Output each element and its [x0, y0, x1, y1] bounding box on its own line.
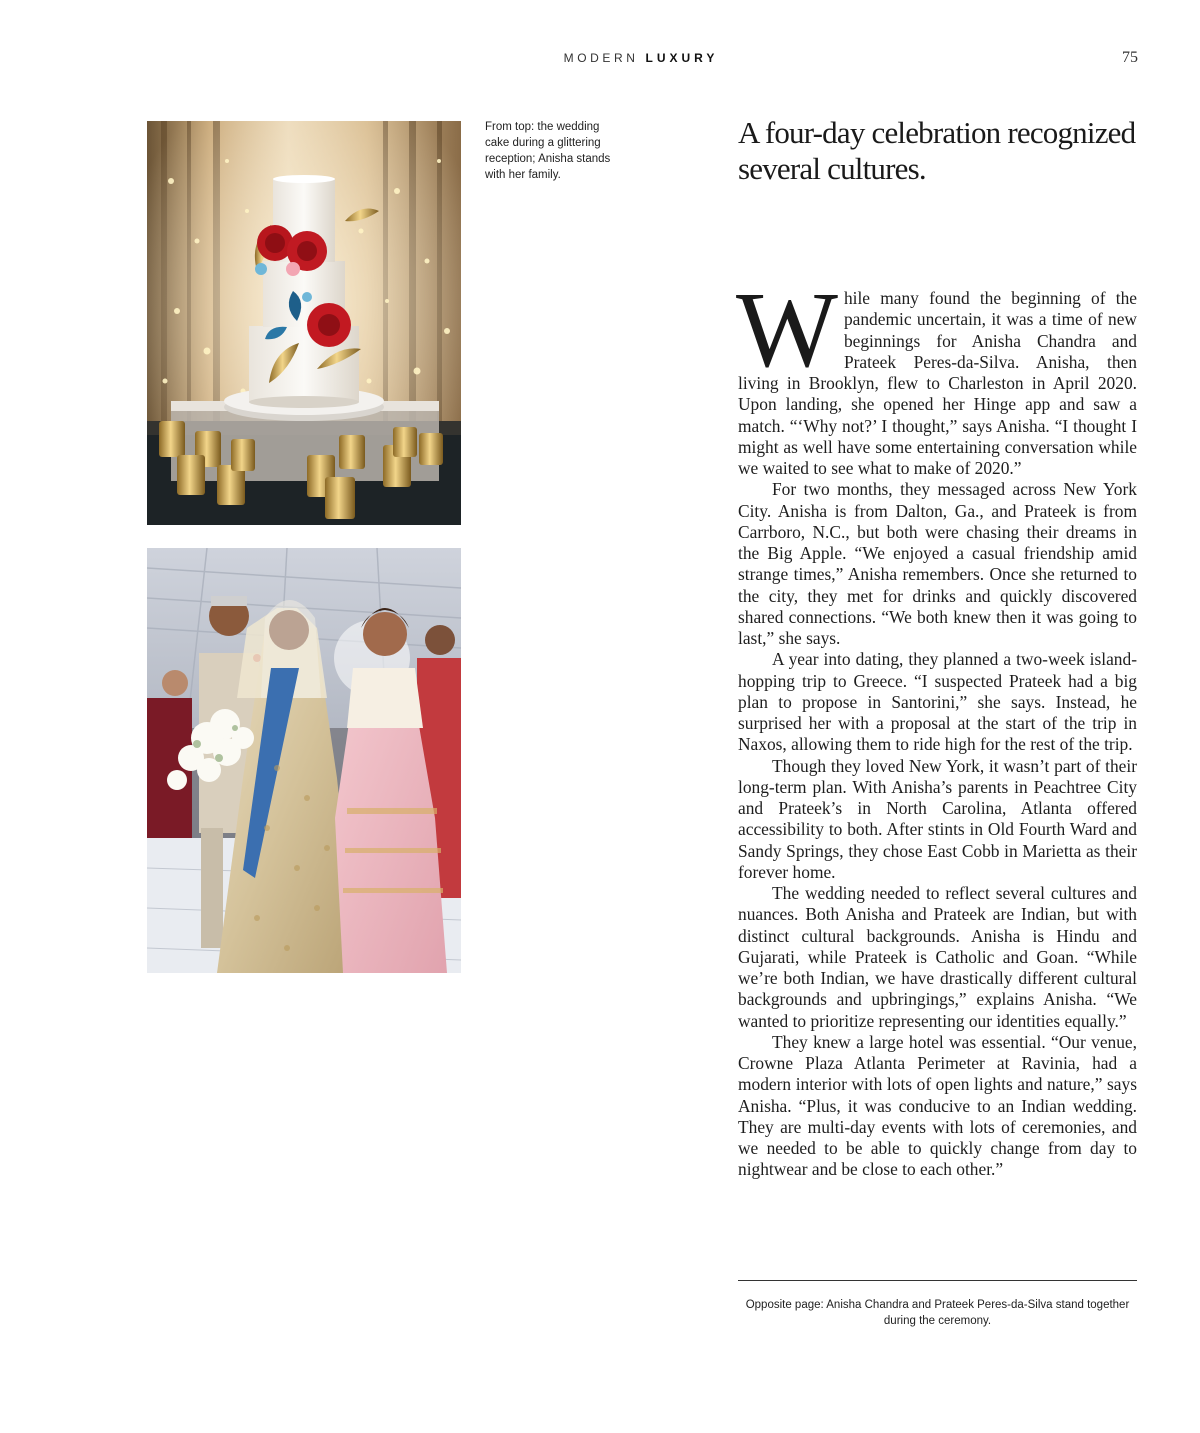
divider-rule: [738, 1280, 1137, 1281]
article-headline: A four-day celebration recognized several cultures.: [738, 115, 1136, 186]
masthead-light: MODERN: [563, 51, 639, 65]
drop-cap: W: [736, 271, 838, 390]
article-paragraph: [736, 271, 1137, 479]
magazine-masthead: [0, 51, 1200, 65]
article-paragraph: The wedding needed to reflect several cultures and nuances. Both Anisha and Prateek are Indian, but with distinct cultural backgrounds. Anisha is Hindu and Gujarati, while Prateek is Catholic and Goan. “While we’re both Indian, we have drastically different cultural backgrounds and upbringings,” explains Anisha. “We wanted to prioritize representing our identities equally.”: [738, 883, 1137, 1031]
opposite-page-caption: Opposite page: Anisha Chandra and Prateek Peres-da-Silva stand together during the ceremony.: [745, 1299, 1130, 1327]
photo-caption: From top: the wedding cake during a glittering reception; Anisha stands with her family.: [485, 121, 611, 181]
article-body: [736, 271, 1137, 1181]
wedding-cake-photo: [147, 121, 461, 525]
bride-with-family-photo: [147, 548, 461, 973]
paragraph-text: hile many found the beginning of the pandemic uncertain, it was a time of new beginnings for Anisha Chandra and Prateek Peres-da-Silva. Anisha, then living in Brooklyn, flew to Charleston in April 2020. Upon landing, she opened her Hinge app and saw a match. “‘Why not?’ I thought,” says Anisha. “I thought I might as well have some entertaining conversation while we waited to see what to make of 2020.”: [738, 288, 1137, 478]
article-paragraph: A year into dating, they planned a two-week island-hopping trip to Greece. “I suspected Prateek had a big plan to propose in Santorini,” she says. Instead, he surprised her with a proposal at the start of the trip in Naxos, allowing them to ride high for the rest of the trip.: [738, 649, 1137, 755]
article-paragraph: For two months, they messaged across New York City. Anisha is from Dalton, Ga., and Prateek is from Carrboro, N.C., but both were chasing their dreams in the Big Apple. “We enjoyed a casual friendship amid strange times,” Anisha remembers. Once she returned to the city, they met for drinks and quickly discovered shared connections. “We both knew then it was going to last,” she says.: [738, 479, 1137, 648]
article-paragraph: They knew a large hotel was essential. “Our venue, Crowne Plaza Atlanta Perimeter at Ravinia, had a modern interior with lots of open lights and nature,” says Anisha. “Plus, it was conducive to an Indian wedding. They are multi-day events with lots of ceremonies, and we needed to be able to quickly change from day to nightwear and be close to each other.”: [738, 1031, 1137, 1180]
article-paragraph: Though they loved New York, it wasn’t part of their long-term plan. With Anisha’s parents in Peachtree City and Prateek’s in North Carolina, Atlanta offered accessibility to both. After stints in Old Fourth Ward and Sandy Springs, they chose East Cobb in Marietta as their forever home.: [738, 755, 1137, 882]
masthead-bold: LUXURY: [645, 51, 719, 65]
page-number: 75: [1122, 49, 1138, 66]
